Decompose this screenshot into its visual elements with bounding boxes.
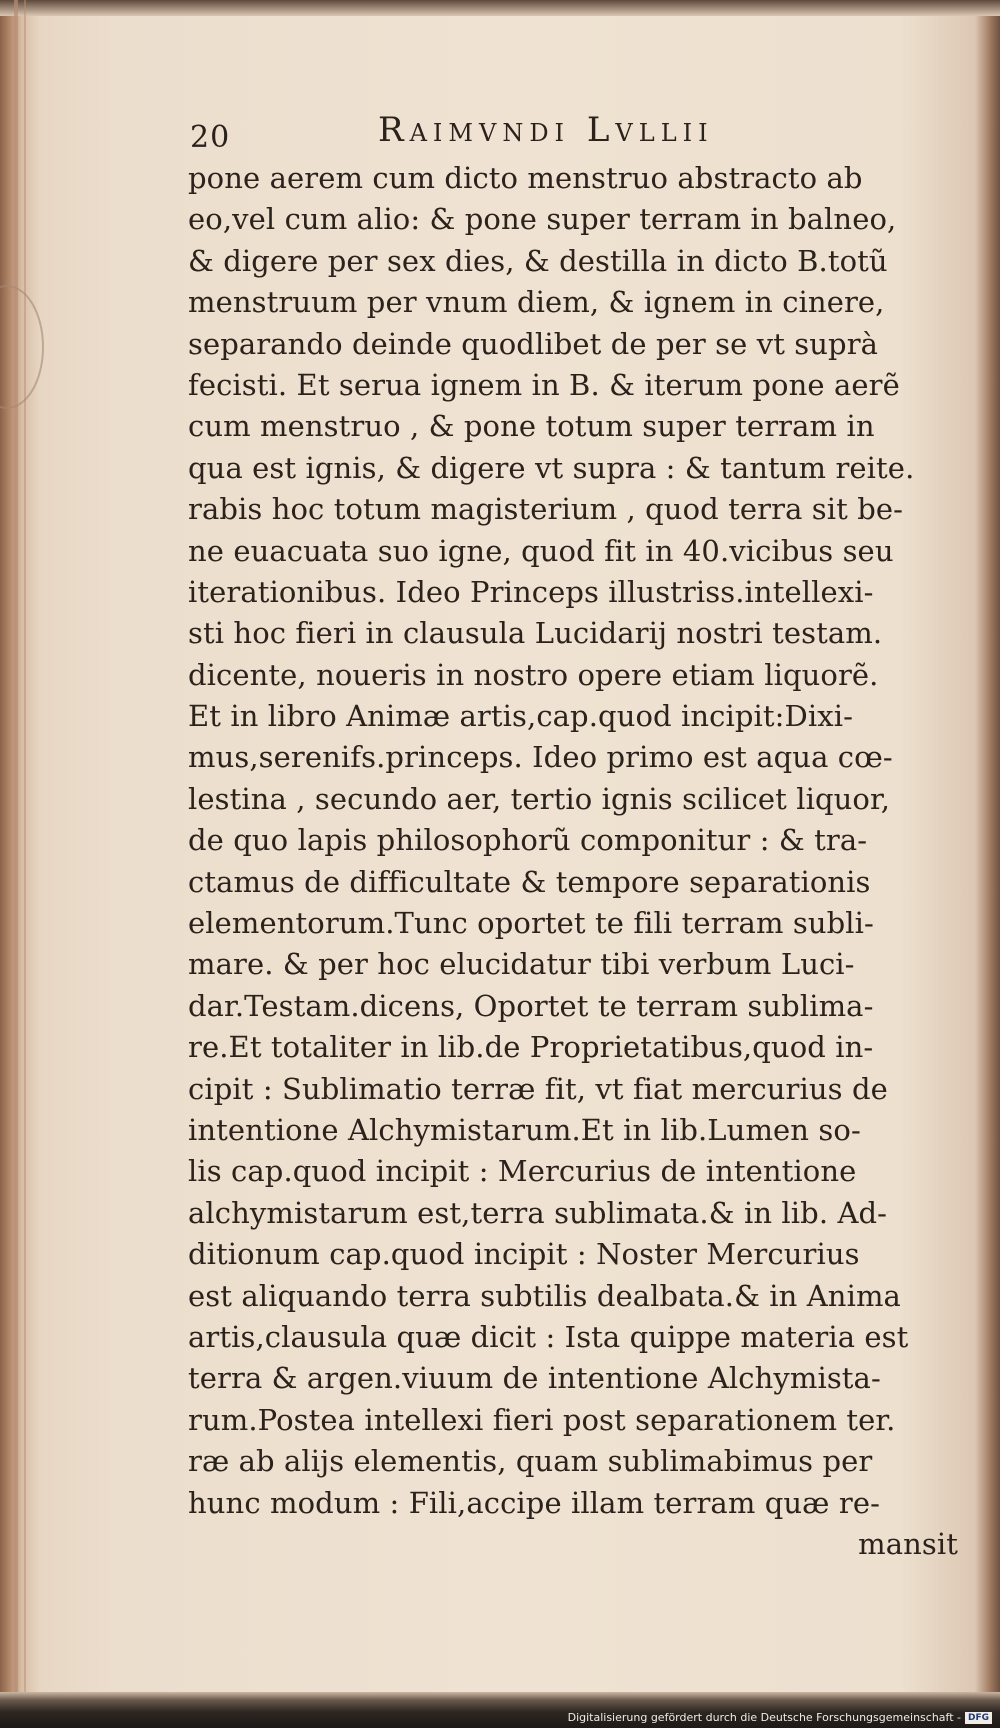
page-header [188, 108, 958, 158]
dfg-logo-icon: DFG [965, 1712, 992, 1724]
text-line: Et in libro Animæ artis,cap.quod incipit:Dixi- [188, 699, 854, 734]
text-line: menstruum per vnum diem, & ignem in cinere, [188, 285, 885, 320]
text-line: mus,serenifs.princeps. Ideo primo est aqua cœ- [188, 740, 893, 775]
binding-shadow [14, 0, 18, 1728]
text-line: fecisti. Et serua ignem in B. & iterum pone aerẽ [188, 367, 900, 402]
text-line: ditionum cap.quod incipit : Noster Mercurius [188, 1237, 860, 1272]
binding-thread-mark [0, 285, 44, 409]
text-line: rum.Postea intellexi fieri post separationem ter. [188, 1402, 896, 1437]
text-line: rabis hoc totum magisterium , quod terra sit be- [188, 492, 904, 527]
credit-text: Digitalisierung gefördert durch die Deutsche Forschungsgemeinschaft - [567, 1711, 961, 1724]
page-top-edge [0, 0, 1000, 16]
text-line: re.Et totaliter in lib.de Proprietatibus,quod in- [188, 1030, 874, 1065]
text-line: ne euacuata suo igne, quod fit in 40.vicibus seu [188, 533, 894, 568]
running-head: Raimvndi Lvllii [378, 110, 714, 150]
text-line: qua est ignis, & digere vt supra : & tantum reite. [188, 450, 915, 485]
text-line: est aliquando terra subtilis dealbata.& in Anima [188, 1278, 901, 1313]
text-line: cum menstruo , & pone totum super terram in [188, 409, 875, 444]
text-line: lis cap.quod incipit : Mercurius de intentione [188, 1154, 857, 1189]
text-line: dicente, noueris in nostro opere etiam liquorẽ. [188, 657, 879, 692]
body-text [188, 158, 958, 1565]
text-line: artis,clausula quæ dicit : Ista quippe materia est [188, 1319, 909, 1354]
text-line: elementorum.Tunc oportet te fili terram subli- [188, 906, 874, 941]
binding-shadow-inner [24, 0, 26, 1728]
text-line: mare. & per hoc elucidatur tibi verbum Luci- [188, 947, 855, 982]
page-number: 20 [190, 120, 231, 155]
text-line: lestina , secundo aer, tertio ignis scilicet liquor, [188, 781, 891, 816]
text-line: intentione Alchymistarum.Et in lib.Lumen so- [188, 1112, 861, 1147]
text-line: de quo lapis philosophorũ componitur : & tra- [188, 823, 868, 858]
text-line: pone aerem cum dicto menstruo abstracto ab [188, 161, 863, 195]
text-line: sti hoc fieri in clausula Lucidarij nostri testam. [188, 616, 883, 651]
text-line: dar.Testam.dicens, Oportet te terram sublima- [188, 988, 874, 1023]
text-line: ctamus de difficultate & tempore separationis [188, 864, 871, 899]
digitization-credit [568, 1711, 992, 1724]
text-line: terra & argen.viuum de intentione Alchymista- [188, 1361, 881, 1396]
text-line: cipit : Sublimatio terræ fit, vt fiat mercurius de [188, 1071, 888, 1106]
text-line: hunc modum : Fili,accipe illam terram quæ re- [188, 1485, 880, 1520]
text-line: separando deinde quodlibet de per se vt suprà [188, 326, 879, 361]
text-line: eo,vel cum alio: & pone super terram in balneo, [188, 202, 897, 237]
catchword: mansit [858, 1526, 958, 1561]
text-block [188, 108, 958, 1565]
text-line: ræ ab alijs elementis, quam sublimabimus per [188, 1444, 873, 1479]
text-line: & digere per sex dies, & destilla in dicto B.totũ [188, 243, 888, 278]
text-line: alchymistarum est,terra sublimata.& in lib. Ad- [188, 1195, 888, 1230]
text-line: iterationibus. Ideo Princeps illustriss.intellexi- [188, 574, 874, 609]
